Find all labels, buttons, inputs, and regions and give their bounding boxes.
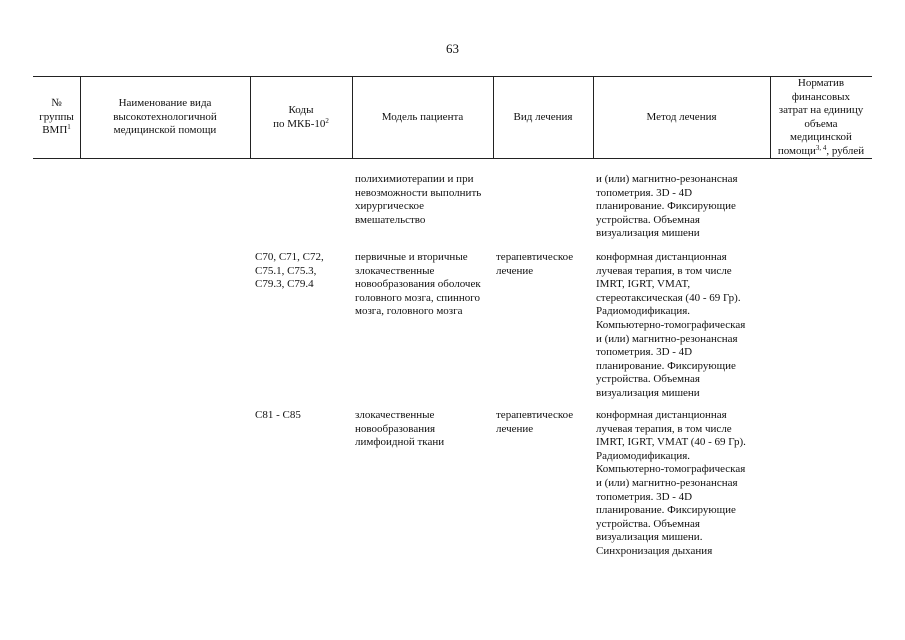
header-care-type-line: медицинской помощи xyxy=(113,124,217,137)
row-icd-codes: C81 - C85 xyxy=(255,409,301,421)
header-group-no-line: группы xyxy=(39,110,74,123)
row-treatment-type: терапевтическое лечение xyxy=(496,409,574,435)
header-cost-norm-line: затрат на единицу xyxy=(778,104,864,116)
header-cost-norm xyxy=(770,77,872,158)
header-group-no-line: ВМП xyxy=(42,124,68,137)
row-treatment-method: конформная дистанционная лучевая терапия, в том числе IMRT, IGRT, VMAT (40 - 69 Гр). Радиомодификация. Компьютерно-томографическая и (или) магнитно-резонансная топометрия. 3D - 4D планирование. Фиксирующие устройства. Объемная визуализация мишени. Синхронизация дыхания xyxy=(596,409,746,557)
header-patient-model xyxy=(352,77,493,158)
header-icd-codes xyxy=(250,77,352,158)
header-cost-norm-line: финансовых xyxy=(791,90,851,103)
footnote-marker: 1 xyxy=(67,123,71,132)
header-treatment-type xyxy=(493,77,593,158)
row-treatment-type: терапевтическое лечение xyxy=(496,251,574,277)
header-cost-norm-line: медицинской xyxy=(790,131,852,143)
header-cost-norm-line: Норматив xyxy=(797,77,845,89)
header-bottom-rule xyxy=(33,158,872,159)
header-treatment-method-label: Метод лечения xyxy=(646,110,717,123)
page-number: 63 xyxy=(446,41,459,56)
header-group-no-line: № xyxy=(51,97,62,110)
header-treatment-method xyxy=(593,77,770,158)
footnote-marker: 3, 4 xyxy=(815,143,827,152)
row-patient-model: полихимиотерапии и при невозможности выполнить хирургическое вмешательство xyxy=(355,173,482,226)
header-cost-norm-line: помощи xyxy=(777,144,816,157)
header-group-no xyxy=(33,77,80,158)
header-cost-norm-line: , рублей xyxy=(826,144,865,157)
header-treatment-type-label: Вид лечения xyxy=(513,110,573,123)
header-care-type-line: высокотехнологичной xyxy=(113,110,217,123)
footnote-marker: 2 xyxy=(325,116,329,125)
header-care-type-line: Наименование вида xyxy=(118,97,212,110)
header-icd-codes-line: по МКБ-10 xyxy=(273,117,326,130)
header-cost-norm-line: объема xyxy=(804,117,838,130)
row-patient-model: злокачественные новообразования лимфоидной ткани xyxy=(355,409,445,449)
row-icd-codes: C70, C71, C72, C75.1, C75.3, C79.3, C79.4 xyxy=(255,251,324,291)
header-icd-codes-line: Коды xyxy=(288,104,314,116)
row-treatment-method: конформная дистанционная лучевая терапия, в том числе IMRT, IGRT, VMAT, стереотаксическая (40 - 69 Гр). Радиомодификация. Компьютерно-томографическая и (или) магнитно-резонансная топометрия. 3D - 4D планирование. Фиксирующие устройства. Объемная визуализация мишени xyxy=(596,251,746,399)
header-care-type xyxy=(80,77,250,158)
row-patient-model: первичные и вторичные злокачественные новообразования оболочек головного мозга, спинного мозга, головного мозга xyxy=(355,251,481,318)
row-treatment-method: и (или) магнитно-резонансная топометрия. 3D - 4D планирование. Фиксирующие устройства. Объемная визуализация мишени xyxy=(596,173,738,240)
header-patient-model-label: Модель пациента xyxy=(381,110,464,123)
